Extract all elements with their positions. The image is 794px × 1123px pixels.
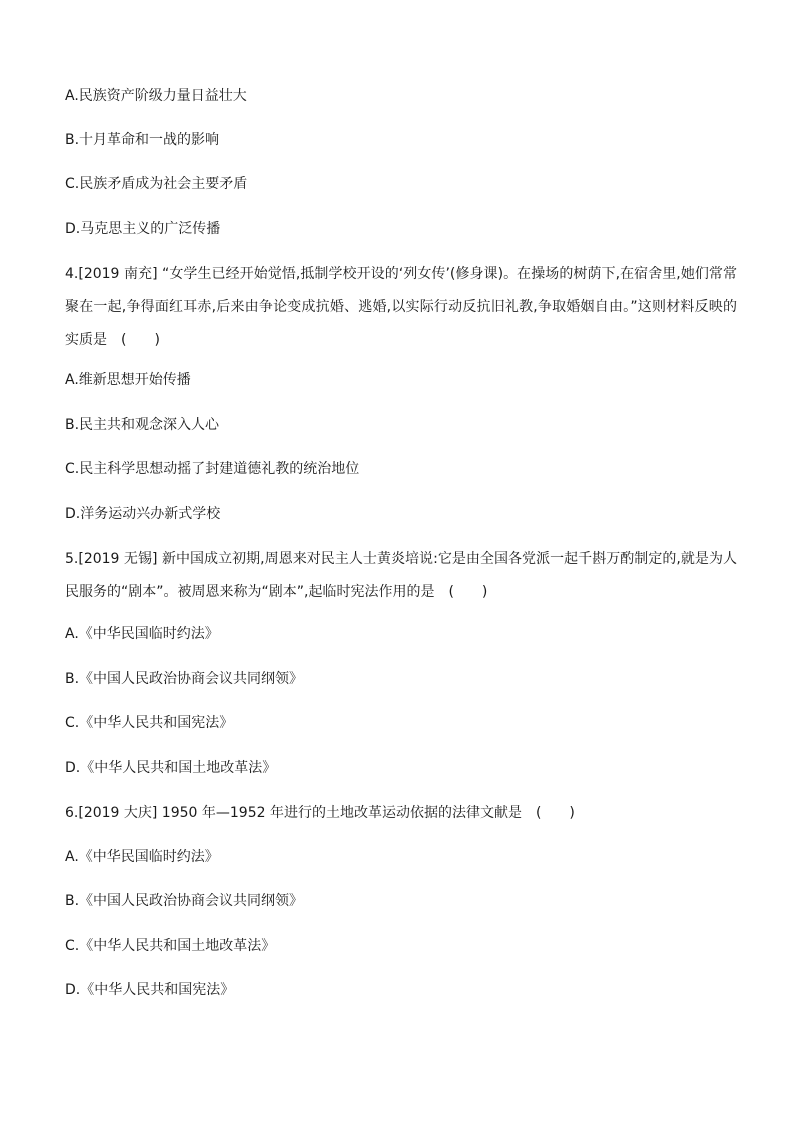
q6-option-d: D.《中华人民共和国宪法》 [65,982,235,998]
q5-option-b: B.《中国人民政治协商会议共同纲领》 [65,671,304,687]
q4-stem [65,258,737,357]
q5-option-c: C.《中华人民共和国宪法》 [65,715,234,731]
q4-option-c: C.民主科学思想动摇了封建道德礼教的统治地位 [65,461,360,477]
q4-option-b: B.民主共和观念深入人心 [65,417,220,433]
q4-answer-parens: ( ) [121,332,160,348]
q6-stem-text: 6.[2019 大庆] 1950 年—1952 年进行的土地改革运动依据的法律文献是 [65,805,522,821]
q3-option-a: A.民族资产阶级力量日益壮大 [65,88,247,104]
q6-option-c: C.《中华人民共和国土地改革法》 [65,938,276,954]
q5-stem-text: 5.[2019 无锡] 新中国成立初期,周恩来对民主人士黄炎培说:它是由全国各党派一起千斟万酌制定的,就是为人民服务的“剧本”。被周恩来称为“剧本”,起临时宪法作用的是 [65,551,737,600]
q5-option-d: D.《中华人民共和国土地改革法》 [65,760,277,776]
q5-answer-parens: ( ) [448,584,488,600]
q3-option-b: B.十月革命和一战的影响 [65,132,220,148]
q5-stem [65,543,737,609]
q6-stem [65,797,737,830]
q3-option-d: D.马克思主义的广泛传播 [65,221,221,237]
q6-option-b: B.《中国人民政治协商会议共同纲领》 [65,893,304,909]
q4-option-d: D.洋务运动兴办新式学校 [65,506,221,522]
q5-option-a: A.《中华民国临时约法》 [65,626,219,642]
q3-option-c: C.民族矛盾成为社会主要矛盾 [65,176,248,192]
q6-answer-parens: ( ) [535,805,575,821]
q6-option-a: A.《中华民国临时约法》 [65,849,219,865]
q4-stem-text: 4.[2019 南充] “女学生已经开始觉悟,抵制学校开设的‘列女传’(修身课)。在操场的树荫下,在宿舍里,她们常常聚在一起,争得面红耳赤,后来由争论变成抗婚、逃婚,以实际行动反抗旧礼教,争取婚姻自由。”这则材料反映的实质是 [65,266,737,348]
q4-option-a: A.维新思想开始传播 [65,372,191,388]
